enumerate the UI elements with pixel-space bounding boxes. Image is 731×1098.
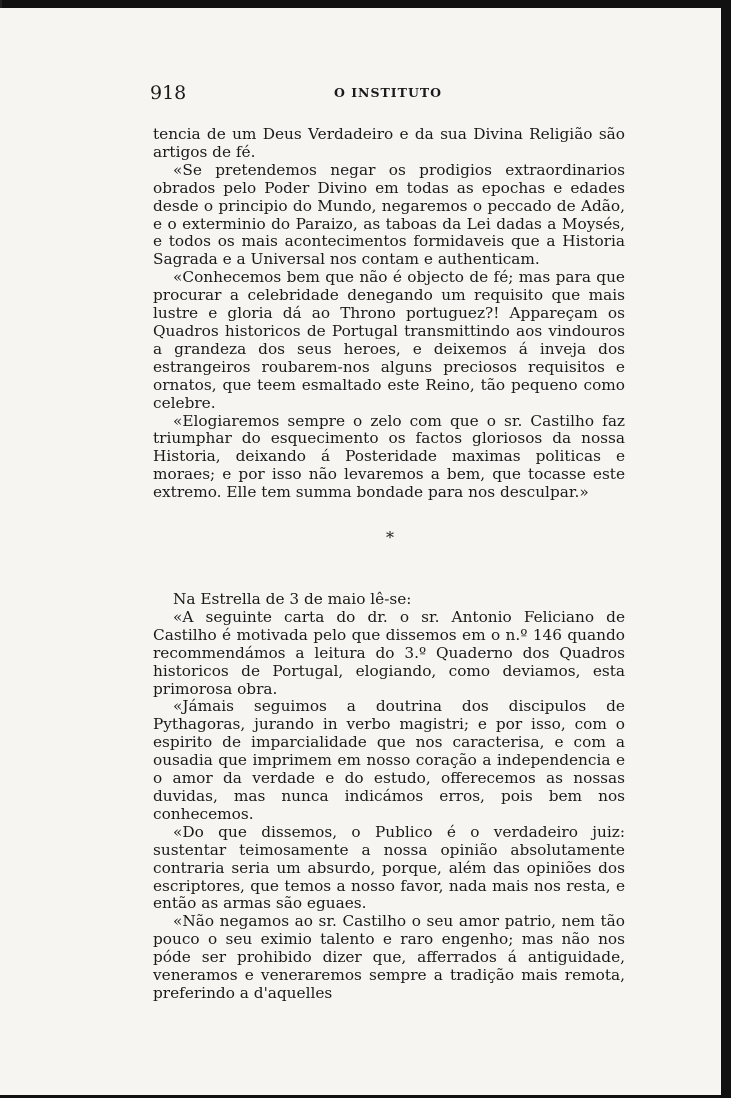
paragraph: «Não negamos ao sr. Castilho o seu amor patrio, nem tão pouco o seu eximio talento e raro engenho; mas não nos póde ser prohibido dizer que, afferrados á antiguidade, veneramos e veneraremos sempre a tradição mais remota, preferindo a d'aquelles — [153, 912, 625, 1002]
text-block-upper — [153, 126, 625, 502]
section-ornament-asterisk: * — [386, 528, 394, 547]
page-header — [150, 82, 626, 106]
paragraph: «Jámais seguimos a doutrina dos discipulos de Pythagoras, jurando in verbo magistri; e por isso, com o espirito de imparcialidade que nos caracterisa, e com a ousadia que imprimem em nosso coração a independencia e o amor da verdade e do estudo, offerecemos as nossas duvidas, mas nunca indicámos erros, pois bem nos conhecemos. — [153, 697, 625, 823]
paragraph: Na Estrella de 3 de maio lê-se: — [173, 590, 412, 608]
paragraph: «A seguinte carta do dr. o sr. Antonio Feliciano de Castilho é motivada pelo que dissemos em o n.º 146 quando recommendámos a leitura do 3.º Quaderno dos Quadros historicos de Portugal, elogiando, como deviamos, esta primorosa obra. — [153, 607, 625, 698]
paragraph: «Do que dissemos, o Publico é o verdadeiro juiz: sustentar teimosamente a nossa opinião absolutamente contraria seria um absurdo, porque, além das opiniões dos escriptores, que temos a nosso favor, nada mais nos resta, e então as armas são eguaes. — [153, 822, 625, 913]
running-title: O INSTITUTO — [333, 85, 443, 100]
paragraph: «Elogiaremos sempre o zelo com que o sr. Castilho faz triumphar do esquecimento os factos gloriosos da nossa Historia, deixando á Posteridade maximas politicas e moraes; e por isso não levaremos a bem, que tocasse este extremo. Elle tem summa bondade para nos desculpar.» — [153, 411, 625, 502]
page-number: 918 — [150, 82, 187, 104]
scan-border-right — [721, 0, 731, 1098]
text-block-lower — [153, 591, 625, 1003]
scan-border-top — [0, 0, 731, 8]
paragraph: tencia de um Deus Verdadeiro e da sua Divina Religião são artigos de fé. — [153, 125, 625, 161]
paragraph: «Se pretendemos negar os prodigios extraordinarios obrados pelo Poder Divino em todas as epochas e edades desde o principio do Mundo, negaremos o peccado de Adão, e o exterminio do Paraizo, as taboas da Lei dadas a Moysés, e todos os mais acontecimentos formidaveis que a Historia Sagrada e a Universal nos contam e authenticam. — [153, 160, 625, 269]
paragraph: «Conhecemos bem que não é objecto de fé; mas para que procurar a celebridade denegando um requisito que mais lustre e gloria dá ao Throno portuguez?! Appareçam os Quadros historicos de Portugal transmittindo aos vindouros a grandeza dos seus heroes, e deixemos á inveja dos estrangeiros roubarem-nos alguns preciosos requisitos e ornatos, que teem esmaltado este Reino, tão pequeno como celebre. — [153, 268, 625, 412]
